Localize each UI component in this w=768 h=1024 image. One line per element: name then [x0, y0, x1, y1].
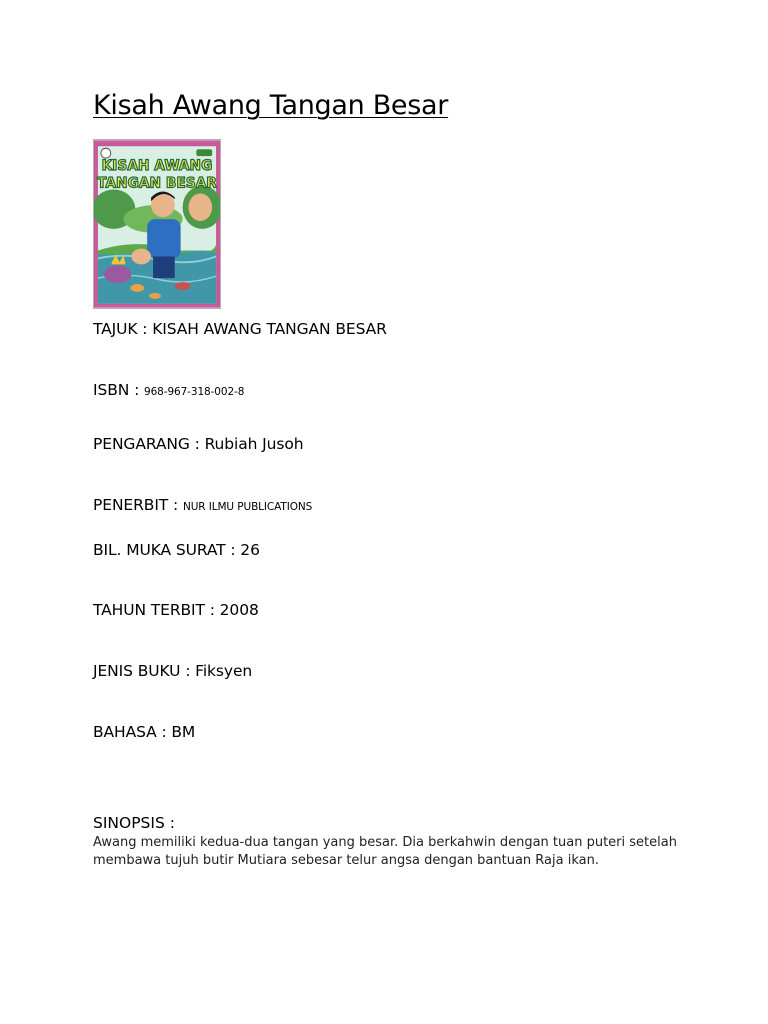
field-tahun-terbit: TAHUN TERBIT : 2008 — [93, 601, 259, 619]
sinopsis-label: SINOPSIS : — [93, 814, 175, 832]
field-bahasa: BAHASA : BM — [93, 723, 196, 741]
page-title: Kisah Awang Tangan Besar — [93, 90, 449, 121]
book-cover-illustration — [94, 140, 220, 308]
sinopsis-text: Awang memiliki kedua-dua tangan yang besar. Dia berkahwin dengan tuan puteri setelah membawa tujuh butir Mutiara sebesar telur angsa dengan bantuan Raja ikan. — [93, 835, 677, 868]
field-muka-surat: BIL. MUKA SURAT : 26 — [93, 541, 260, 559]
isbn-value: 968-967-318-002-8 — [144, 386, 245, 398]
cover-title-line1: KISAH AWANG — [101, 157, 213, 174]
field-penerbit — [93, 496, 312, 514]
field-pengarang: PENGARANG : Rubiah Jusoh — [93, 435, 304, 453]
isbn-label: ISBN : — [93, 381, 145, 399]
cover-title-line2: TANGAN BESAR — [97, 175, 217, 192]
penerbit-value: NUR ILMU PUBLICATIONS — [182, 501, 313, 513]
field-tajuk: TAJUK : KISAH AWANG TANGAN BESAR — [93, 320, 387, 338]
field-isbn — [93, 381, 244, 399]
penerbit-label: PENERBIT : — [93, 496, 183, 514]
field-jenis-buku: JENIS BUKU : Fiksyen — [93, 662, 253, 680]
book-cover-image — [93, 139, 221, 309]
